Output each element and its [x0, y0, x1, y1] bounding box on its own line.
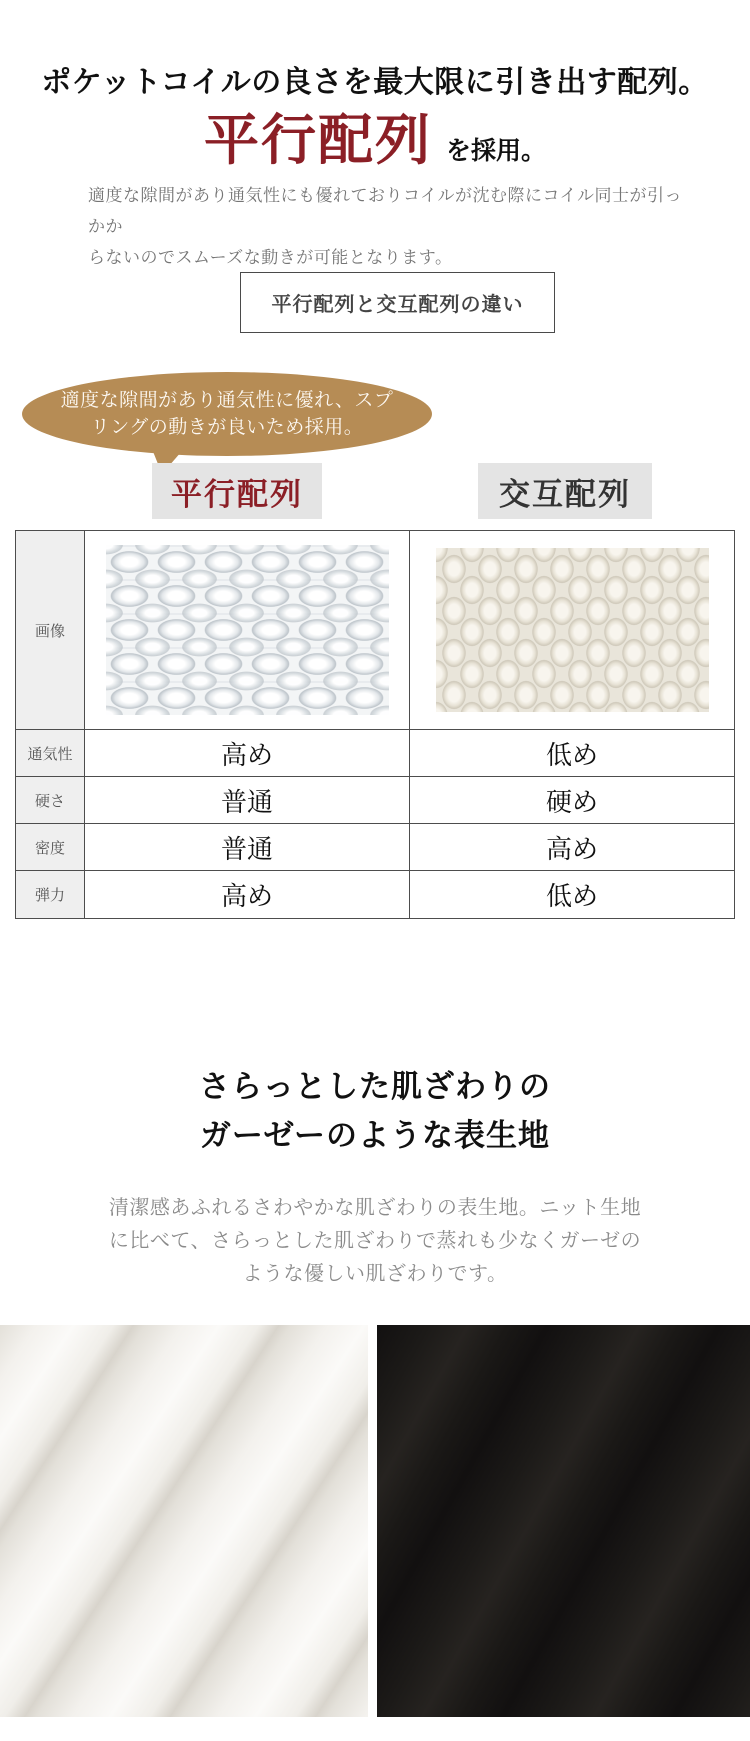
parallel-value: 高め	[85, 871, 410, 919]
bubble-line: リングの動きが良いため採用。	[90, 417, 364, 438]
alternate-coil-photo	[436, 548, 709, 712]
table-row	[16, 824, 735, 871]
description-line: 適度な隙間があり通気性にも優れておりコイルが沈む際にコイル同士が引っかか	[88, 186, 682, 236]
parallel-value: 普通	[85, 777, 410, 824]
fabric-description-line: に比べて、さらっとした肌ざわりで蒸れも少なくガーゼの	[108, 1230, 642, 1252]
row-label: 密度	[16, 824, 85, 871]
column-header-parallel: 平行配列	[152, 463, 322, 519]
column-header-alternate: 交互配列	[478, 463, 652, 519]
fabric-heading-line: さらっとした肌ざわりの	[199, 1069, 551, 1104]
parallel-value: 高め	[85, 730, 410, 777]
description-line: らないのでスムーズな動きが可能となります。	[88, 248, 453, 267]
row-label-image: 画像	[16, 531, 85, 730]
parallel-arrangement-highlight: 平行配列	[203, 109, 432, 171]
white-fabric-photo	[0, 1325, 368, 1717]
table-row	[16, 730, 735, 777]
parallel-coil-photo	[106, 545, 389, 715]
alternate-value: 低め	[410, 730, 735, 777]
fabric-description-line: ような優しい肌ざわりです。	[242, 1263, 508, 1285]
adopted-suffix: を採用。	[446, 137, 547, 165]
speech-bubble	[22, 372, 432, 456]
row-label: 通気性	[16, 730, 85, 777]
coil-section-description	[88, 180, 688, 273]
adopted-arrangement-line	[0, 96, 750, 175]
bubble-line: 適度な隙間があり通気性に優れ、スプ	[60, 390, 394, 411]
alternate-value: 低め	[410, 871, 735, 919]
alternate-value: 高め	[410, 824, 735, 871]
fabric-description-line: 清潔感あふれるさわやかな肌ざわりの表生地。ニット生地	[108, 1197, 642, 1219]
row-label: 硬さ	[16, 777, 85, 824]
comparison-table	[15, 530, 735, 919]
comparison-title-box: 平行配列と交互配列の違い	[240, 272, 555, 333]
fabric-section-heading	[0, 1062, 750, 1160]
table-row-image	[16, 531, 735, 730]
coil-section-heading: ポケットコイルの良さを最大限に引き出す配列。	[41, 66, 709, 99]
black-fabric-photo	[377, 1325, 750, 1717]
parallel-value: 普通	[85, 824, 410, 871]
row-label: 弾力	[16, 871, 85, 919]
fabric-heading-line: ガーゼーのような表生地	[199, 1118, 551, 1153]
alternate-value: 硬め	[410, 777, 735, 824]
fabric-section-description	[0, 1192, 750, 1291]
table-row	[16, 777, 735, 824]
parallel-image-cell	[85, 531, 410, 730]
table-row	[16, 871, 735, 919]
alternate-image-cell	[410, 531, 735, 730]
